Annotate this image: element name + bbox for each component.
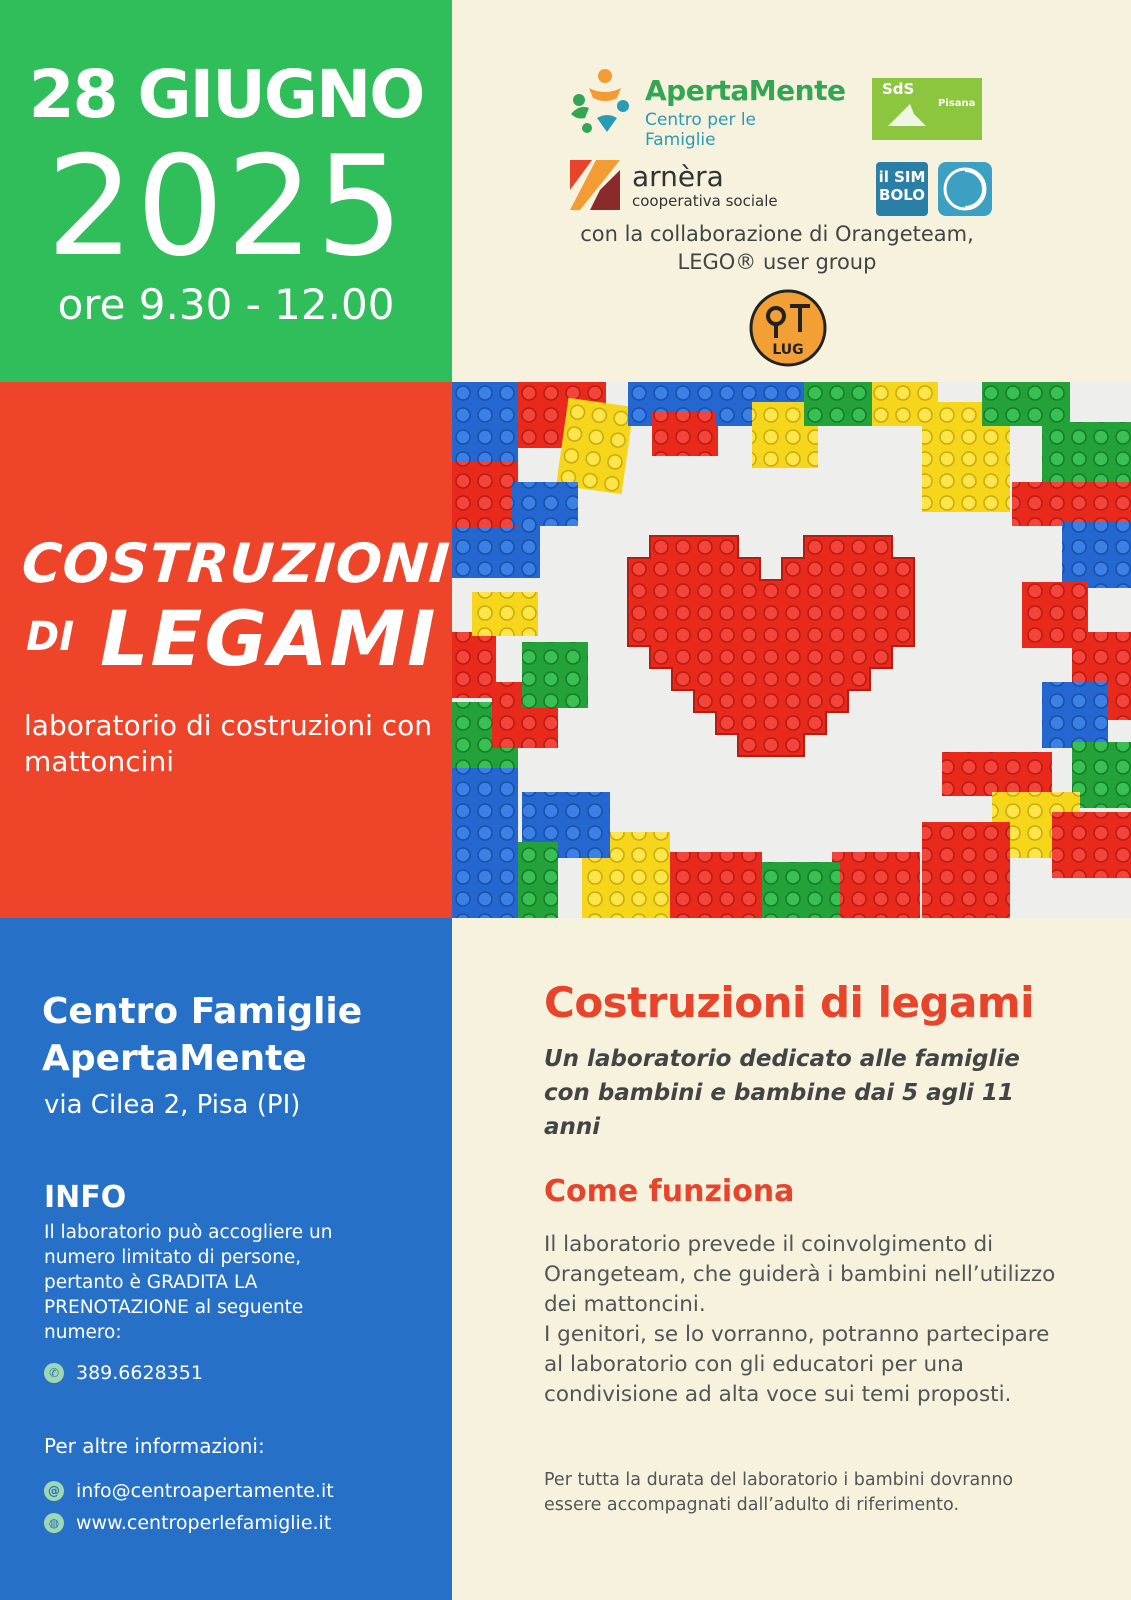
lug-logo <box>748 288 828 368</box>
website-contact[interactable] <box>44 1512 331 1534</box>
event-time: ore 9.30 - 12.00 <box>57 280 395 329</box>
logos-panel <box>452 0 1131 382</box>
how-it-works-paragraph-1: Il laboratorio prevede il coinvolgimento di Orangeteam, che guiderà i bambini nell’utilizzo dei mattoncini. <box>544 1232 1056 1317</box>
description-subtitle: Un laboratorio dedicato alle famiglie con bambini e bambine dai 5 agli 11 anni <box>544 1046 1020 1140</box>
arnera-logo-icon <box>570 160 622 210</box>
sds-logo-title: SdS <box>882 80 915 98</box>
lego-bricks-illustration <box>452 382 1131 918</box>
event-date: 28 GIUGNO <box>28 56 424 133</box>
venue-address: via Cilea 2, Pisa (PI) <box>44 1090 301 1120</box>
info-panel <box>0 918 452 1600</box>
main-subtitle: laboratorio di costruzioni con mattoncini <box>24 709 433 778</box>
apertamente-logo-subtitle: Centro per le Famiglie <box>645 110 757 150</box>
phone-contact[interactable] <box>44 1362 203 1384</box>
lego-heart-photo <box>452 382 1131 918</box>
description-panel <box>452 918 1131 1600</box>
tower-icon <box>884 100 930 130</box>
main-title-line2: LEGAMI <box>100 594 438 683</box>
phone-icon: ✆ <box>44 1363 64 1383</box>
apertamente-logo-title: ApertaMente <box>645 74 846 107</box>
circle-logo-icon <box>938 162 992 216</box>
sds-logo <box>872 78 982 140</box>
event-year: 2025 <box>46 126 406 287</box>
globe-icon: ◍ <box>44 1513 64 1533</box>
simbolo-logo: il SIM BOLO <box>876 162 928 216</box>
email-contact[interactable] <box>44 1480 334 1502</box>
how-it-works-title: Come funziona <box>544 1174 795 1209</box>
circle-logo <box>938 162 992 216</box>
title-panel <box>0 382 452 918</box>
info-text: Il laboratorio può accogliere un numero limitato di persone, pertanto è GRADITA LA PRENOTAZIONE al seguente numero: <box>44 1222 333 1343</box>
supervision-note: Per tutta la durata del laboratorio i bambini dovranno essere accompagnati dall’adulto di riferimento. <box>544 1470 1014 1515</box>
website-url[interactable]: www.centroperlefamiglie.it <box>76 1512 332 1534</box>
date-panel <box>0 0 452 382</box>
main-title-line1: COSTRUZIONI <box>19 532 452 595</box>
sds-logo-subtitle: Pisana <box>938 98 976 109</box>
email-icon: @ <box>44 1481 64 1501</box>
phone-number[interactable]: 389.6628351 <box>76 1362 203 1384</box>
main-title-di: DI <box>26 614 75 660</box>
apertamente-logo-icon <box>567 66 637 142</box>
arnera-logo-title: arnèra <box>632 160 724 193</box>
venue-name: Centro Famiglie ApertaMente <box>42 991 363 1079</box>
description-title: Costruzioni di legami <box>544 978 1035 1027</box>
arnera-logo <box>570 160 800 212</box>
collaboration-text: con la collaborazione di Orangeteam, LEGO® user group <box>580 222 974 274</box>
lug-logo-icon <box>748 288 828 368</box>
lug-logo-text: LUG <box>772 342 804 358</box>
how-it-works-text <box>544 1230 1064 1410</box>
info-heading: INFO <box>44 1180 127 1215</box>
apertamente-logo <box>567 66 846 150</box>
how-it-works-paragraph-2: I genitori, se lo vorranno, potranno partecipare al laboratorio con gli educatori per una condivisione ad alta voce sui temi proposti. <box>544 1322 1050 1407</box>
more-info-label: Per altre informazioni: <box>44 1434 265 1458</box>
email-address[interactable]: info@centroapertamente.it <box>76 1480 334 1502</box>
arnera-logo-subtitle: cooperativa sociale <box>632 192 778 210</box>
